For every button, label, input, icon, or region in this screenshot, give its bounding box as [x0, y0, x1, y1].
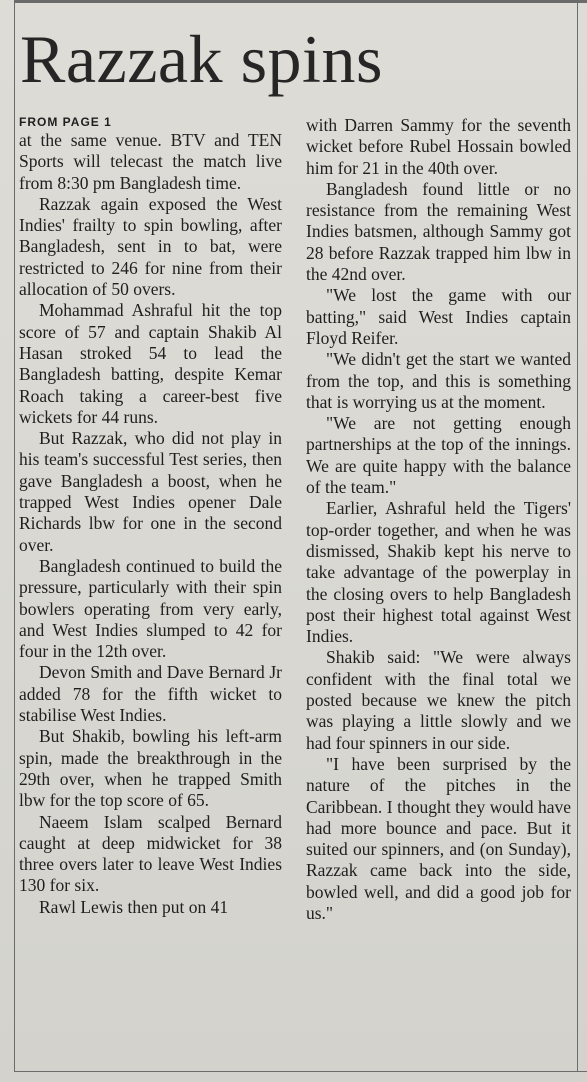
paragraph: "We lost the game with our batting," said West Indies captain Floyd Reifer.	[306, 285, 571, 348]
paragraph: But Razzak, who did not play in his team's successful Test series, then gave Bangladesh a boost, when he trapped West Indies opener Dale Richards lbw for one in the second over.	[19, 428, 282, 555]
paragraph: But Shakib, bowling his left-arm spin, made the breakthrough in the 29th over, when he trapped Smith lbw for the top score of 65.	[19, 726, 282, 811]
top-rule	[14, 0, 587, 3]
paragraph: Naeem Islam scalped Bernard caught at deep midwicket for 38 three overs later to leave West Indies 130 for six.	[19, 811, 282, 896]
paragraph: Rawl Lewis then put on 41	[39, 896, 229, 917]
headline: Razzak spins	[20, 21, 383, 97]
paragraph: Mohammad Ashraful hit the top score of 57 and captain Shakib Al Hasan stroked 54 to lead the Bangladesh batting, despite Kemar Roach taking a career-best five wickets for 44 runs.	[19, 300, 282, 427]
paragraph: Devon Smith and Dave Bernard Jr added 78 for the fifth wicket to stabilise West Indies.	[19, 662, 282, 726]
paragraph: with Darren Sammy for the seventh wicket before Rubel Hossain bowled him for 21 in the 40th over.	[306, 115, 571, 178]
paragraph: at the same venue. BTV and TEN Sports will telecast the match live from 8:30 pm Bangladesh time.	[19, 130, 282, 193]
column-edge-rule	[577, 0, 578, 1072]
article-column-right	[306, 115, 571, 924]
paragraph: "We are not getting enough partnerships at the top of the innings. We are quite happy with the balance of the team."	[306, 413, 571, 498]
paragraph: "I have been surprised by the nature of the pitches in the Caribbean. I thought they would have had more bounce and pace. But it suited our spinners, and (on Sunday), Razzak came back into the side, bowled well, and did a good job for us."	[306, 753, 571, 923]
continuation-kicker: FROM PAGE 1	[19, 115, 112, 129]
article-column-left	[19, 115, 282, 918]
paragraph: Shakib said: "We were always confident with the final total we posted because we knew the pitch was playing a little slowly and we had four spinners in our side.	[306, 647, 571, 753]
paragraph: Earlier, Ashraful held the Tigers' top-order together, and when he was dismissed, Shakib kept his nerve to take advantage of the powerplay in the closing overs to help Bangladesh post their highest total against West Indies.	[306, 498, 571, 647]
left-rule	[14, 0, 15, 1072]
paragraph: "We didn't get the start we wanted from the top, and this is something that is worrying us at the moment.	[306, 349, 571, 412]
paragraph: Bangladesh found little or no resistance from the remaining West Indies batsmen, although Sammy got 28 before Razzak trapped him lbw in the 42nd over.	[306, 178, 571, 285]
paragraph: Bangladesh continued to build the pressure, particularly with their spin bowlers operating from very early, and West Indies slumped to 42 for four in the 12th over.	[19, 555, 282, 662]
bottom-rule	[14, 1071, 587, 1072]
paragraph: Razzak again exposed the West Indies' frailty to spin bowling, after Bangladesh, sent in to bat, were restricted to 246 for nine from their allocation of 50 overs.	[19, 193, 282, 300]
